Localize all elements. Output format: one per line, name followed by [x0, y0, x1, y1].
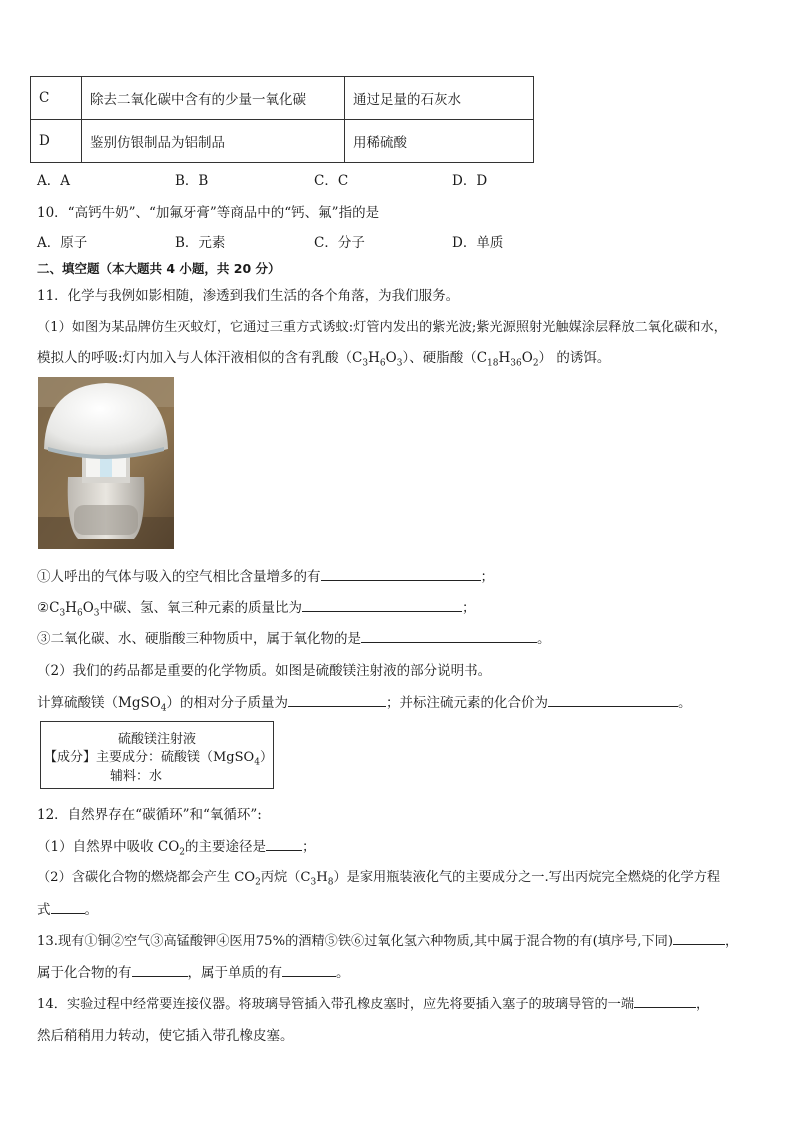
answer-blank[interactable] — [132, 962, 188, 977]
table-row — [31, 120, 534, 163]
q12-part2-line2 — [37, 898, 98, 918]
option-task: 鉴别仿银制品为铝制品 — [82, 120, 345, 163]
text: ）、硬脂酸（C — [402, 350, 488, 366]
text: 属于化合物的有 — [37, 965, 132, 981]
option-task: 除去二氧化碳中含有的少量一氧化碳 — [82, 77, 345, 120]
answer-blank[interactable] — [673, 930, 725, 945]
subscript: 8 — [327, 877, 334, 888]
subscript: 4 — [254, 757, 260, 768]
medicine-label-box — [40, 721, 274, 789]
q11-part2: （2）我们的药品都是重要的化学物质。如图是硫酸镁注射液的部分说明书。 — [37, 663, 492, 679]
answer-blank[interactable] — [266, 836, 302, 851]
subscript: 2 — [255, 877, 261, 888]
table-row — [31, 77, 534, 120]
text: （2）含碳化合物的燃烧都会产生 CO — [37, 870, 256, 885]
subscript: 18 — [487, 358, 499, 369]
q11-part2-calc — [37, 691, 692, 714]
text: 13.现有①铜②空气③高锰酸钾④医用75%的酒精⑤铁⑥过氧化氢六种物质,其中属于混合物的有(填序号,下同) — [37, 934, 674, 949]
q12-stem: 12．自然界存在“碳循环”和“氧循环”: — [37, 807, 262, 823]
text: ③二氧化碳、水、硬脂酸三种物质中，属于氧化物的是 — [37, 631, 361, 647]
label-title: 硫酸镁注射液 — [117, 732, 196, 747]
text: 【成分】主要成分：硫酸镁（MgSO — [44, 750, 255, 765]
q10-choice-d: D．单质 — [452, 235, 504, 251]
option-method: 通过足量的石灰水 — [345, 77, 534, 120]
subscript: 3 — [310, 877, 317, 888]
text: 的主要途径是 — [185, 839, 267, 855]
text: ） 的诱饵。 — [538, 350, 611, 366]
q12-part1 — [37, 835, 316, 858]
subscript: 3 — [93, 608, 100, 619]
q10-choice-c: C．分子 — [314, 235, 365, 251]
q11-part1-line2 — [37, 346, 610, 369]
text: 丙烷（C — [260, 870, 311, 885]
text: ①人呼出的气体与吸入的空气相比含量增多的有 — [37, 569, 321, 585]
text: ； — [480, 569, 494, 585]
subscript: 3 — [59, 608, 66, 619]
text: 。 — [678, 695, 692, 711]
text: ） — [259, 750, 273, 765]
mosquito-lamp-photo — [38, 377, 174, 549]
q11-blank-3 — [37, 627, 551, 647]
q10-choice-a: A．原子 — [37, 235, 88, 251]
text: H — [368, 350, 380, 366]
subscript: 6 — [379, 358, 386, 369]
text: ， — [696, 997, 710, 1012]
answer-blank[interactable] — [282, 962, 336, 977]
text: O — [521, 350, 533, 366]
text: 中碳、氢、氧三种元素的质量比为 — [99, 600, 302, 616]
subscript: 2 — [532, 358, 539, 369]
text: ）的相对分子质量为 — [166, 695, 289, 711]
answer-blank[interactable] — [302, 597, 462, 612]
q10-choice-b: B．元素 — [175, 235, 226, 251]
answer-blank[interactable] — [288, 692, 386, 707]
subscript: 6 — [76, 608, 83, 619]
option-letter: D — [31, 120, 82, 163]
option-letter: C — [31, 77, 82, 120]
text: 模拟人的呼吸:灯内加入与人体汗液相似的含有乳酸（C — [37, 350, 363, 366]
section-heading: 二、填空题（本大题共 4 小题，共 20 分） — [37, 261, 281, 276]
q13-line1 — [37, 930, 738, 949]
q9-choice-b: B．B — [175, 173, 209, 189]
text: H — [65, 600, 77, 616]
q9-choice-d: D．D — [452, 173, 488, 189]
q13-line2 — [37, 961, 350, 981]
option-method: 用稀硫酸 — [345, 120, 534, 163]
subscript: 36 — [510, 358, 522, 369]
subscript: 2 — [179, 847, 186, 858]
q9-choice-a: A．A — [37, 173, 70, 189]
answer-blank[interactable] — [321, 566, 481, 581]
label-excipient: 辅料：水 — [110, 769, 163, 784]
q11-blank-2 — [37, 596, 476, 619]
subscript: 3 — [396, 358, 403, 369]
answer-blank[interactable] — [51, 899, 85, 914]
text: ；并标注硫元素的化合价为 — [386, 695, 549, 711]
q11-stem: 11．化学与我例如影相随，渗透到我们生活的各个角落，为我们服务。 — [37, 288, 460, 304]
text: ）是家用瓶装液化气的主要成分之一.写出丙烷完全燃烧的化学方程 — [333, 870, 721, 885]
text: ，属于单质的有 — [187, 965, 282, 981]
text: ； — [302, 839, 316, 855]
answer-blank[interactable] — [361, 628, 537, 643]
text: （1）自然界中吸收 CO — [37, 839, 180, 855]
options-table — [30, 76, 534, 163]
q10-stem: 10．“高钙牛奶”、“加氟牙膏”等商品中的“钙、氟”指的是 — [37, 205, 380, 221]
subscript: 4 — [160, 703, 167, 714]
text: 。 — [336, 965, 350, 981]
text: ； — [462, 600, 476, 616]
text: 式 — [37, 902, 51, 918]
q14-line1 — [37, 993, 709, 1012]
text: 14．实验过程中经常要连接仪器。将玻璃导管插入带孔橡皮塞时，应先将要插入塞子的玻璃导管的一端 — [37, 997, 635, 1012]
text: ②C — [37, 600, 60, 616]
text: H — [498, 350, 511, 366]
answer-blank[interactable] — [548, 692, 678, 707]
text: 。 — [537, 631, 551, 647]
q11-blank-1 — [37, 565, 494, 585]
q11-part1-line1: （1）如图为某品牌仿生灭蚊灯，它通过三重方式诱蚊:灯管内发出的紫光波;紫光源照射光触媒涂层释放二氧化碳和水， — [37, 320, 727, 335]
text: 。 — [84, 902, 98, 918]
text: 计算硫酸镁（MgSO — [37, 695, 161, 711]
answer-blank[interactable] — [634, 993, 696, 1008]
text: O — [385, 350, 397, 366]
q14-line2: 然后稍稍用力转动，使它插入带孔橡皮塞。 — [37, 1028, 294, 1044]
text: H — [316, 870, 328, 885]
text: ， — [725, 934, 739, 949]
q9-choice-c: C．C — [314, 173, 349, 189]
q12-part2 — [37, 866, 720, 888]
text: O — [82, 600, 94, 616]
subscript: 3 — [362, 358, 369, 369]
